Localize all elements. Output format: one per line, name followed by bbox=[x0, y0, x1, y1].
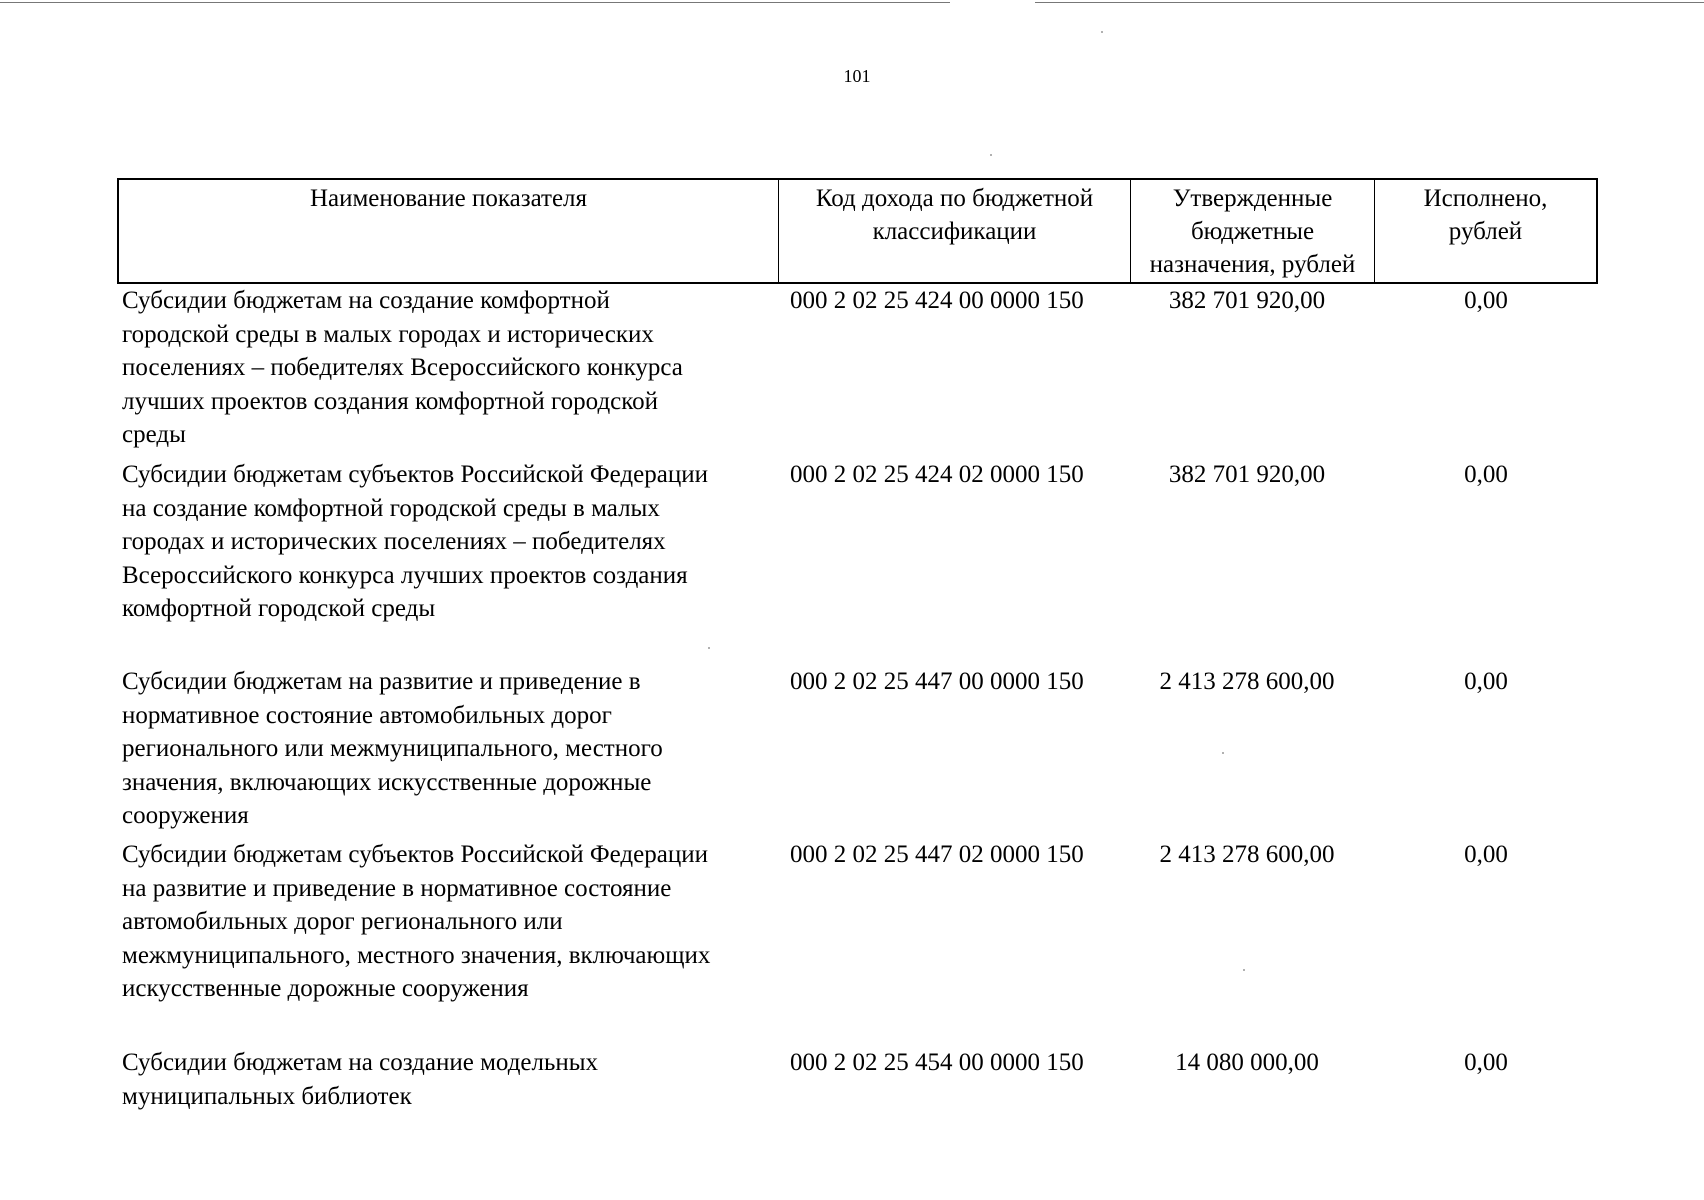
income-code: 000 2 02 25 447 00 0000 150 bbox=[790, 668, 1084, 695]
scan-speck bbox=[1101, 31, 1103, 33]
indicator-name-line: городской среды в малых городах и исторических bbox=[122, 320, 654, 348]
scan-speck bbox=[990, 154, 992, 156]
indicator-name-line: Субсидии бюджетам на развитие и приведение в bbox=[122, 668, 641, 695]
income-code: 000 2 02 25 454 00 0000 150 bbox=[790, 1049, 1084, 1076]
indicator-name-line: на создание комфортной городской среды в малых bbox=[122, 494, 660, 522]
scan-speck bbox=[1222, 752, 1224, 754]
indicator-name bbox=[122, 284, 772, 452]
indicator-name-line: Субсидии бюджетам субъектов Российской Федерации bbox=[122, 841, 708, 868]
income-code: 000 2 02 25 447 02 0000 150 bbox=[790, 841, 1084, 868]
executed-amount: 0,00 bbox=[1464, 287, 1508, 314]
indicator-name-line: среды bbox=[122, 421, 186, 448]
indicator-name-line: Субсидии бюджетам на создание модельных bbox=[122, 1049, 599, 1076]
income-code: 000 2 02 25 424 02 0000 150 bbox=[790, 461, 1084, 488]
header-executed-line: Исполнено, bbox=[1423, 185, 1548, 212]
scan-edge-line bbox=[0, 2, 950, 3]
indicator-name-line: поселениях – победителях Всероссийского конкурса bbox=[122, 354, 683, 381]
indicator-name-line: Субсидии бюджетам субъектов Российской Федерации bbox=[122, 461, 708, 488]
header-approved bbox=[1131, 180, 1375, 282]
header-income-code bbox=[779, 180, 1131, 282]
indicator-name-line: сооружения bbox=[122, 802, 249, 829]
approved-amount: 2 413 278 600,00 bbox=[1159, 668, 1335, 695]
indicator-name bbox=[122, 458, 772, 626]
page-number: 101 bbox=[843, 66, 871, 86]
indicator-name-line: Всероссийского конкурса лучших проектов создания bbox=[122, 561, 688, 589]
approved-amount: 2 413 278 600,00 bbox=[1159, 841, 1335, 868]
header-executed-line: рублей bbox=[1448, 218, 1523, 245]
indicator-name-line: нормативное состояние автомобильных дорог bbox=[122, 701, 612, 729]
indicator-name bbox=[122, 665, 772, 833]
header-income-code-line: Код дохода по бюджетной bbox=[815, 185, 1094, 212]
header-approved-line: назначения, рублей bbox=[1149, 251, 1356, 278]
indicator-name-line: лучших проектов создания комфортной городской bbox=[122, 387, 659, 415]
executed-amount: 0,00 bbox=[1464, 841, 1508, 868]
indicator-name bbox=[122, 838, 772, 1006]
indicator-name-line: автомобильных дорог регионального или bbox=[122, 908, 563, 935]
executed-amount: 0,00 bbox=[1464, 668, 1508, 695]
indicator-name-line: межмуниципального, местного значения, включающих bbox=[122, 941, 711, 969]
executed-amount: 0,00 bbox=[1464, 1049, 1508, 1076]
approved-amount: 14 080 000,00 bbox=[1175, 1049, 1319, 1076]
indicator-name-line: на развитие и приведение в нормативное состояние bbox=[122, 874, 672, 902]
table-header bbox=[117, 178, 1598, 284]
indicator-name-line: значения, включающих искусственные дорожные bbox=[122, 768, 652, 796]
indicator-name-line: комфортной городской среды bbox=[122, 595, 436, 622]
indicator-name-line: муниципальных библиотек bbox=[122, 1082, 412, 1110]
scan-speck bbox=[1243, 969, 1245, 971]
indicator-name-line: Субсидии бюджетам на создание комфортной bbox=[122, 287, 610, 314]
approved-amount: 382 701 920,00 bbox=[1168, 461, 1326, 488]
header-indicator-name: Наименование показателя bbox=[119, 180, 779, 282]
indicator-name-line: городах и исторических поселениях – победителях bbox=[122, 528, 666, 555]
executed-amount: 0,00 bbox=[1464, 461, 1508, 488]
header-income-code-line: классификации bbox=[872, 218, 1037, 245]
header-executed bbox=[1375, 180, 1596, 282]
indicator-name bbox=[122, 1046, 772, 1113]
income-code: 000 2 02 25 424 00 0000 150 bbox=[790, 287, 1084, 314]
indicator-name-line: регионального или межмуниципального, местного bbox=[122, 735, 663, 762]
scan-speck bbox=[708, 647, 710, 649]
header-approved-line: бюджетные bbox=[1190, 218, 1315, 245]
approved-amount: 382 701 920,00 bbox=[1168, 287, 1326, 314]
indicator-name-line: искусственные дорожные сооружения bbox=[122, 975, 529, 1002]
header-approved-line: Утвержденные bbox=[1172, 185, 1333, 212]
scan-edge-line bbox=[1035, 2, 1704, 3]
